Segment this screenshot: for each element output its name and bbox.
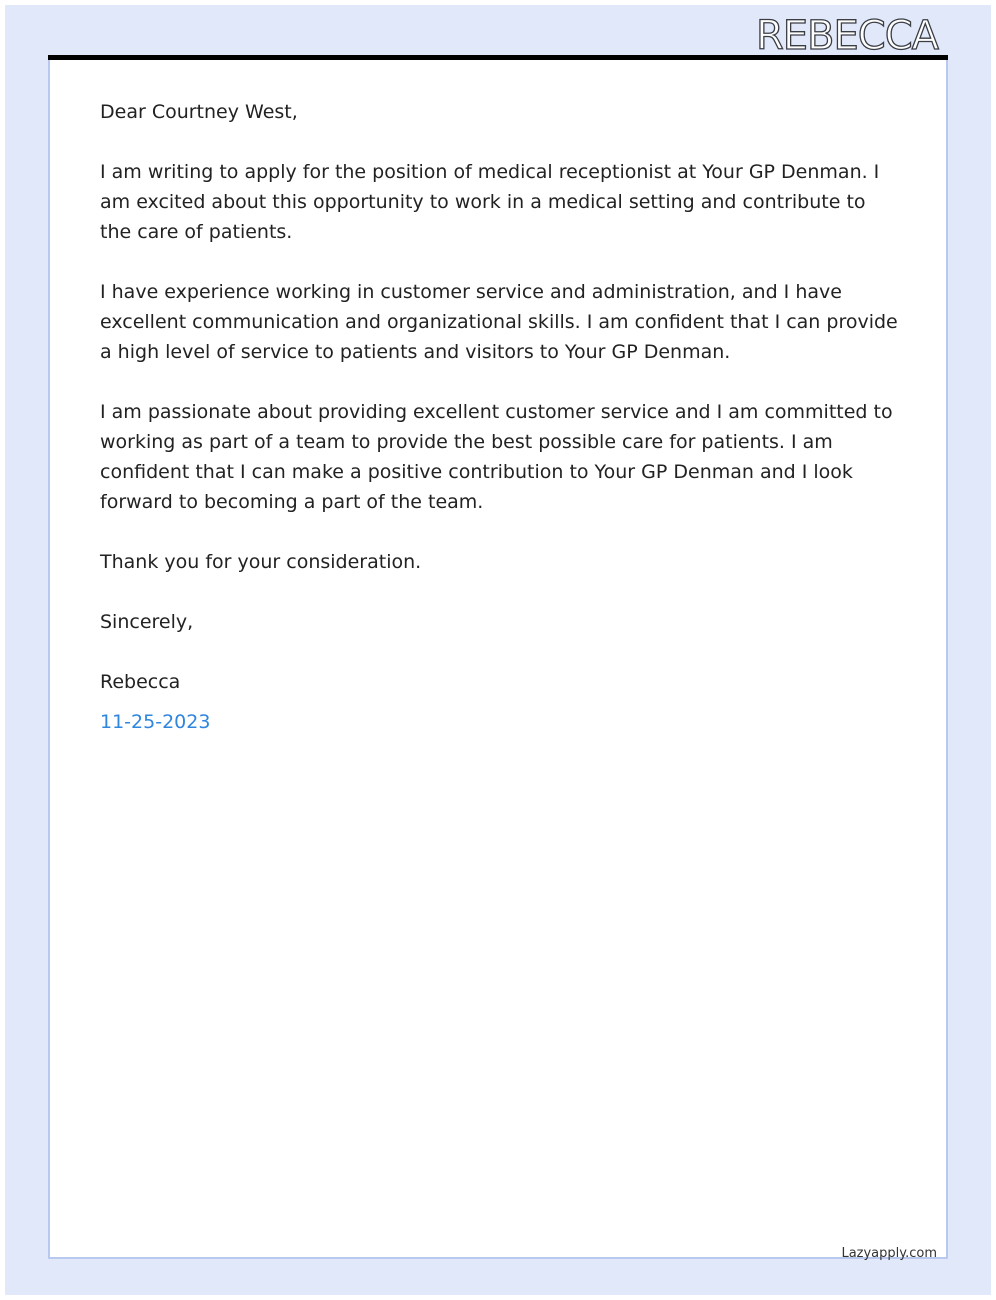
thanks-line: Thank you for your consideration. bbox=[100, 551, 422, 573]
paragraph-1: I am writing to apply for the position of medical receptionist at Your GP Denman. I am excited about this opportunity to work in a medical setting and contribute to the care of patients. bbox=[100, 161, 880, 243]
paragraph-2: I have experience working in customer service and administration, and I have excellent communication and organizational skills. I am confident that I can provide a high level of service to patients and visitors to Your GP Denman. bbox=[100, 281, 898, 363]
letter-date: 11-25-2023 bbox=[100, 711, 211, 733]
signature: Rebecca bbox=[100, 671, 181, 693]
letter-body bbox=[100, 97, 900, 737]
closing: Sincerely, bbox=[100, 611, 194, 633]
paragraph-3: I am passionate about providing excellent customer service and I am committed to working as part of a team to provide the best possible care for patients. I am confident that I can make a positive contribution to Your GP Denman and I look forward to becoming a part of the team. bbox=[100, 401, 893, 513]
greeting: Dear Courtney West, bbox=[100, 101, 298, 123]
footer-brand: Lazyapply.com bbox=[841, 1246, 937, 1261]
header-name: REBECCA bbox=[755, 13, 938, 59]
